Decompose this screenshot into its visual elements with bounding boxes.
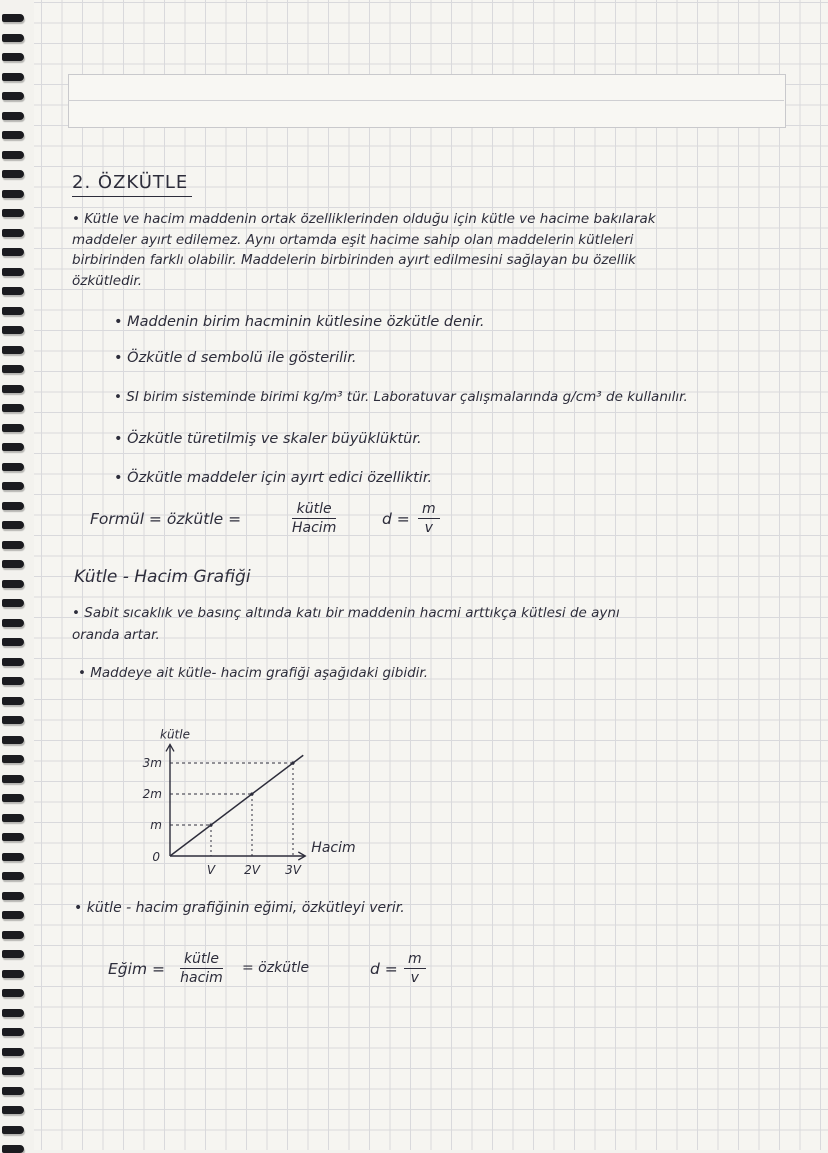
- slope-statement: • kütle - hacim grafiğinin eğimi, özkütleyi verir.: [74, 900, 405, 916]
- formula-short-denominator: v: [424, 520, 433, 536]
- graph-para-line-2: oranda artar.: [72, 627, 160, 643]
- intro-line-2: maddeler ayırt edilemez. Aynı ortamda eşit hacime sahip olan maddelerin kütleleri: [72, 232, 634, 248]
- slope-fraction: [180, 951, 223, 986]
- bullet-scalar: • Özkütle türetilmiş ve skaler büyüklüktür.: [114, 431, 422, 447]
- slope-equals-density: = özkütle: [242, 960, 310, 976]
- formula-denominator: Hacim: [292, 520, 337, 536]
- graph-bullet: • Maddeye ait kütle- hacim grafiği aşağıdaki gibidir.: [78, 665, 429, 681]
- x-axis-label: Hacim: [311, 840, 356, 856]
- intro-line-1: • Kütle ve hacim maddenin ortak özelliklerinden olduğu için kütle ve hacime bakılarak: [72, 211, 656, 227]
- origin-label: 0: [152, 850, 160, 864]
- intro-line-3: birbirinden farklı olabilir. Maddelerin birbirinden ayırt edilmesini sağlayan bu özellik: [72, 252, 636, 268]
- x-tick-label: V: [206, 863, 216, 877]
- section-title: 2. ÖZKÜTLE: [72, 172, 189, 193]
- y-axis-label: kütle: [160, 727, 190, 742]
- y-tick-label: m: [150, 818, 162, 832]
- x-tick-label: 2V: [244, 863, 260, 877]
- formula-short-numerator: m: [418, 501, 440, 519]
- bullet-definition: • Maddenin birim hacminin kütlesine özkütle denir.: [114, 314, 485, 330]
- intro-line-4: özkütledir.: [72, 273, 142, 289]
- slope-short-fraction: [404, 951, 426, 986]
- graph-section-title: Kütle - Hacim Grafiği: [74, 567, 251, 587]
- data-line: [170, 755, 303, 856]
- slope-numerator: kütle: [180, 951, 223, 969]
- bullet-distinguishing: • Özkütle maddeler için ayırt edici özelliktir.: [114, 470, 433, 486]
- formula-numerator: kütle: [292, 501, 336, 519]
- graph-para-line-1: • Sabit sıcaklık ve basınç altında katı bir maddenin hacmi arttıkça kütlesi de aynı: [72, 605, 620, 621]
- y-tick-label: 3m: [142, 756, 162, 770]
- bullet-si-unit: • SI birim sisteminde birimi kg/m³ tür. Laboratuvar çalışmalarında g/cm³ de kullanılır.: [114, 389, 688, 405]
- x-tick-label: 3V: [285, 863, 301, 877]
- slope-short-denominator: v: [410, 970, 419, 986]
- formula-label: Formül = özkütle =: [90, 510, 242, 528]
- slope-label: Eğim =: [108, 960, 165, 978]
- y-tick-label: 2m: [142, 787, 162, 801]
- formula-short-lhs: d =: [382, 510, 410, 528]
- data-point: [209, 823, 212, 826]
- data-point: [250, 792, 253, 795]
- slope-denominator: hacim: [180, 970, 223, 986]
- data-point: [291, 761, 294, 764]
- bullet-symbol: • Özkütle d sembolü ile gösterilir.: [114, 350, 357, 366]
- slope-short-numerator: m: [404, 951, 426, 969]
- slope-short-lhs: d =: [370, 960, 398, 978]
